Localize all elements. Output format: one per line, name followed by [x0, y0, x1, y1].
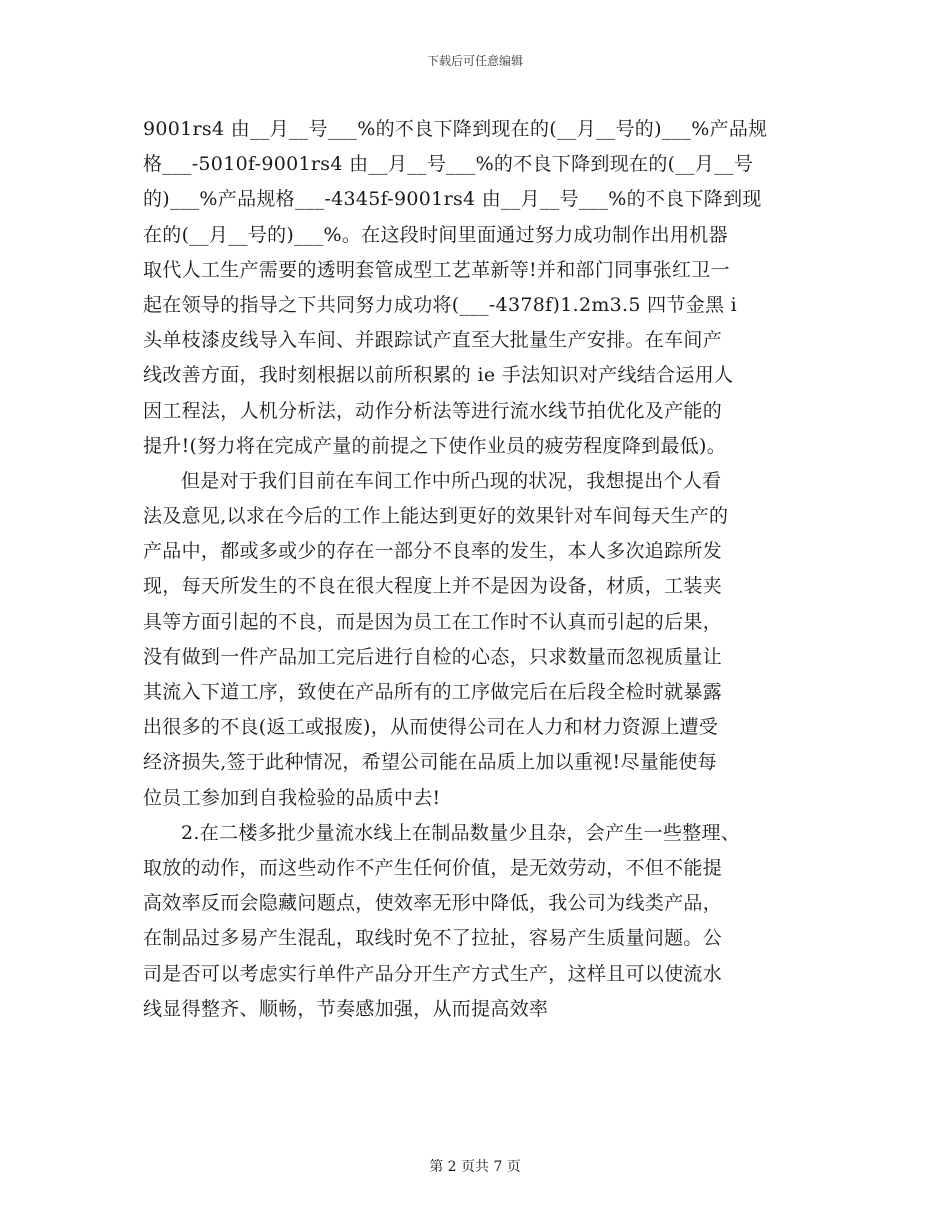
text-line: 出很多的不良(返工或报废)，从而使得公司在人力和材力资源上遭受 — [143, 716, 719, 739]
text-line: 其流入下道工序，致使在产品所有的工序做完后在后段全检时就暴露 — [143, 681, 723, 703]
text-line: 线改善方面，我时刻根据以前所积累的 ie 手法知识对产线结合运用人 — [143, 364, 734, 387]
paragraph-start-line: 但是对于我们目前在车间工作中所凸现的状况，我想提出个人看 — [181, 469, 722, 492]
text-line: 因工程法，人机分析法，动作分析法等进行流水线节拍优化及产能的 — [143, 399, 723, 422]
text-line: 司是否可以考虑实行单件产品分开生产方式生产，这样且可以使流水 — [143, 962, 723, 985]
text-line: 在的(__月__号的)___%。在这段时间里面通过努力成功制作出用机器 — [143, 223, 728, 246]
text-line: 格___-5010f-9001rs4 由__月__号___%的不良下降到现在的(__月__号 — [143, 153, 754, 176]
page-header: 下载后可任意编辑 — [426, 54, 523, 68]
text-line: 产品中，都或多或少的存在一部分不良率的发生，本人多次追踪所发 — [143, 540, 723, 563]
text-line: 没有做到一件产品加工完后进行自检的心态，只求数量而忽视质量让 — [143, 645, 723, 668]
text-line: 具等方面引起的不良，而是因为员工在工作时不认真而引起的后果， — [143, 610, 723, 633]
text-line: 取代人工生产需要的透明套管成型工艺革新等!并和部门同事张红卫一 — [143, 258, 730, 281]
text-line: 提升!(努力将在完成产量的前提之下使作业员的疲劳程度降到最低)。 — [143, 434, 727, 457]
document-body — [143, 112, 813, 1027]
page-number: 第 2 页共 7 页 — [429, 1159, 521, 1175]
text-line: 取放的动作，而这些动作不产生任何价值，是无效劳动，不但不能提 — [143, 856, 723, 879]
text-line: 起在领导的指导之下共同努力成功将(___-4378f)1.2m3.5 四节金黑 i — [143, 293, 738, 316]
text-line: 9001rs4 由__月__号___%的不良下降到现在的(__月__号的)___%产品规 — [143, 118, 768, 140]
text-line: 现，每天所发生的不良在很大程度上并不是因为设备，材质，工装夹 — [143, 575, 723, 598]
text-line: 在制品过多易产生混乱，取线时免不了拉扯，容易产生质量问题。公 — [143, 927, 723, 950]
text-line: 位员工参加到自我检验的品质中去! — [143, 786, 441, 809]
text-line: 高效率反而会隐藏问题点，使效率无形中降低，我公司为线类产品， — [143, 892, 723, 915]
text-line: 头单枝漆皮线导入车间、并跟踪试产直至大批量生产安排。在车间产 — [143, 329, 723, 352]
text-line: 的)___%产品规格___-4345f-9001rs4 由__月__号___%的不良下降到现 — [143, 188, 762, 211]
text-line: 线显得整齐、顺畅，节奏感加强，从而提高效率 — [143, 997, 549, 1020]
text-line: 经济损失,签于此种情况，希望公司能在品质上加以重视!尽量能使每 — [143, 751, 717, 774]
text-line: 法及意见,以求在今后的工作上能达到更好的效果针对车间每天生产的 — [143, 505, 729, 528]
paragraph-start-line: 2.在二楼多批少量流水线上在制品数量少且杂，会产生一些整理、 — [181, 821, 741, 844]
